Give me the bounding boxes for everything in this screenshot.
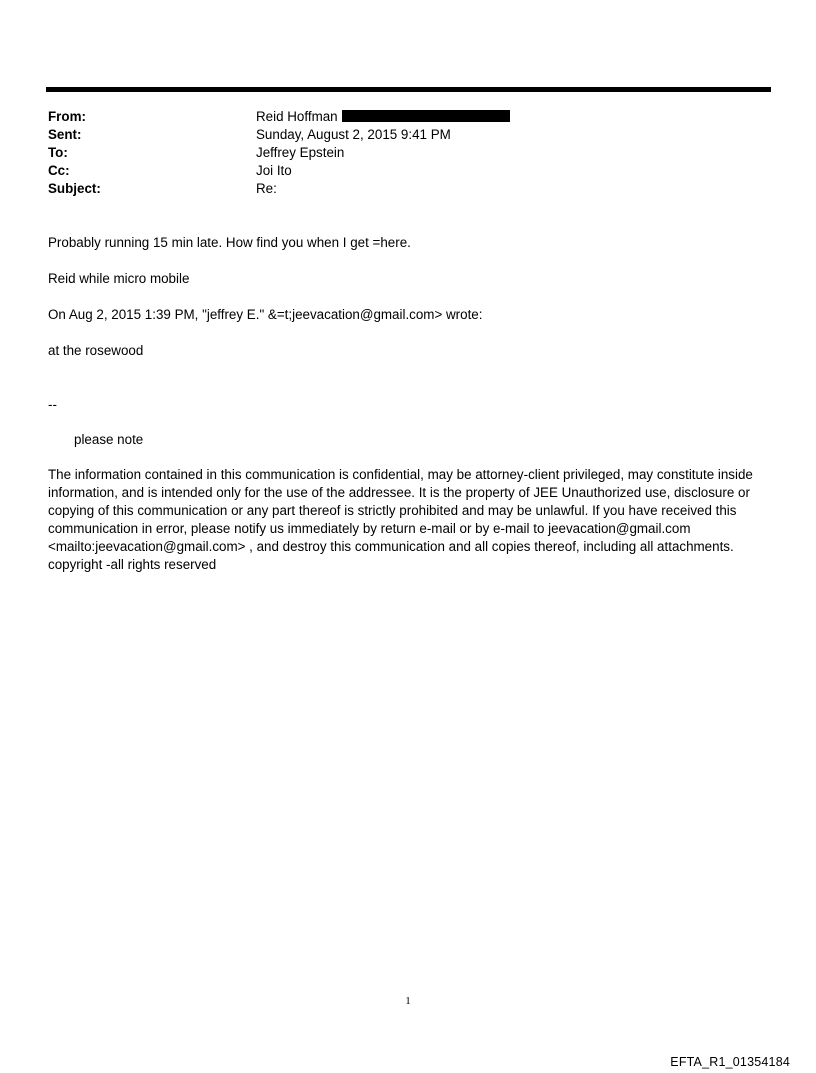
- page-number: 1: [405, 995, 411, 1007]
- cc-value: Joi Ito: [256, 163, 292, 178]
- quoted-header: On Aug 2, 2015 1:39 PM, "jeffrey E." &=t;jeevacation@gmail.com> wrote:: [48, 307, 483, 322]
- redaction-block: [342, 110, 510, 122]
- body-line-2: Reid while micro mobile: [48, 271, 190, 286]
- signature-separator: --: [48, 397, 57, 412]
- email-header: [48, 108, 768, 198]
- to-row: [48, 144, 768, 162]
- from-row: [48, 108, 768, 126]
- cc-row: [48, 162, 768, 180]
- subject-value: Re:: [256, 181, 277, 196]
- to-label: To:: [48, 145, 68, 160]
- body-line-1: Probably running 15 min late. How find you when I get =here.: [48, 235, 411, 250]
- sent-row: [48, 126, 768, 144]
- document-id: EFTA_R1_01354184: [670, 1055, 790, 1069]
- sent-value: Sunday, August 2, 2015 9:41 PM: [256, 127, 451, 142]
- please-note: please note: [74, 432, 144, 447]
- header-divider: [46, 87, 771, 92]
- to-value: Jeffrey Epstein: [256, 145, 345, 160]
- confidentiality-disclaimer: The information contained in this communication is confidential, may be attorney-client privileged, may constitute inside information, and is intended only for the use of the addressee. It is the property of JEE Unauthorized use, disclosure or copying of this communication or any part thereof is strictly prohibited and may be unlawful. If you have received this communication in error, please notify us immediately by return e-mail or by e-mail to jeevacation@gmail.com <mailto:jeevacation@gmail.com> , and destroy this communication and all copies thereof, including all attachments. copyright -all rights reserved: [48, 467, 753, 572]
- subject-label: Subject:: [48, 181, 101, 196]
- from-label: From:: [48, 109, 86, 124]
- from-name: Reid Hoffman: [256, 109, 338, 124]
- sent-label: Sent:: [48, 127, 82, 142]
- from-value: [256, 108, 510, 126]
- cc-label: Cc:: [48, 163, 70, 178]
- quoted-message: at the rosewood: [48, 343, 144, 358]
- subject-row: [48, 180, 768, 198]
